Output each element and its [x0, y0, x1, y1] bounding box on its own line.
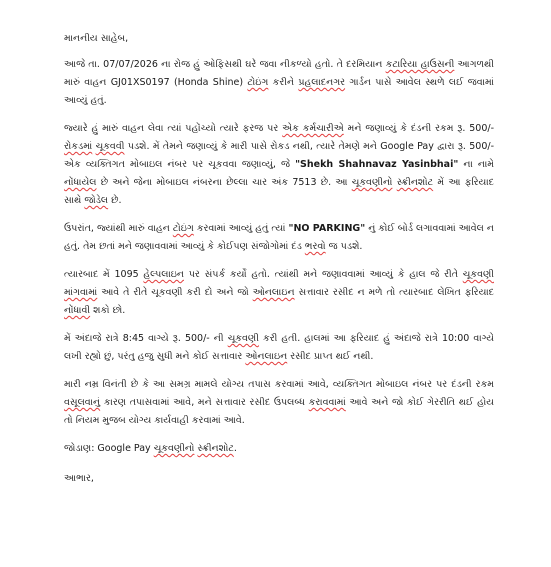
- text-run: કારણ તપાસવામાં આવે, મને સત્તાવાર રસીદ ઉપલબ્ધ: [100, 397, 309, 408]
- spellcheck-flagged-word: ચૂકવવી: [95, 141, 125, 152]
- paragraph-helpline-contact: [64, 266, 494, 320]
- text-run: સત્તાવાર રસીદ ન મળે તો ત્યારબાદ લેખિત ફરિયાદ: [294, 287, 494, 298]
- spellcheck-flagged-word: વસૂલવાનું: [64, 397, 101, 408]
- spellcheck-flagged-word: હેલ્પલાઇન: [143, 269, 184, 280]
- text-run: આજે તા. 07/07/2026 ના રોજ હું ઓફિસથી ઘરે જવા નીકળ્યો હતો. તે દરમિયાન: [64, 59, 386, 70]
- text-run: ત્યારબાદ મેં 1095: [64, 269, 144, 280]
- spellcheck-flagged-word: ચૂકવણી: [227, 333, 259, 344]
- text-run: જોડાણ: Google Pay: [64, 443, 154, 454]
- paragraph-no-parking-board: [64, 220, 494, 256]
- spellcheck-flagged-word: કરાવવામાં: [308, 397, 346, 408]
- text-run: ના નામે: [458, 159, 494, 170]
- spellcheck-flagged-word: સ્ક્રીનશોટ: [197, 443, 234, 454]
- text-run: શકો છો.: [90, 305, 126, 316]
- spellcheck-flagged-word: નોંધાયેલ: [64, 177, 97, 188]
- spellcheck-flagged-word: ઓનલાઇન: [245, 351, 288, 362]
- spellcheck-flagged-word: ચૂકવણીનો: [153, 443, 195, 454]
- spellcheck-flagged-word: ટોઇંગ: [172, 223, 194, 234]
- text-run: મારી નમ્ર વિનંતી છે કે આ સમગ્ર મામલે યોગ્ય તપાસ કરવામાં આવે, વ્યક્તિગત મોબાઇલ નંબર પર દંડની રકમ: [64, 379, 494, 390]
- salutation: માનનીય સાહેબ,: [64, 33, 129, 44]
- spellcheck-flagged-word: સ્ક્રીનશોટ: [396, 177, 434, 188]
- text-run: પડશે. મેં તેમને જણાવ્યું કે મારી પાસે રોકડ નથી, ત્યારે તેમણે મને Google Pay દ્વારા રૂ. 500/- એક વ્યક્તિગત મોબાઇલ નંબર પર ચૂકવવા જણાવ્યું, જે: [64, 141, 494, 170]
- spellcheck-flagged-word: ઓનલાઇન: [252, 287, 295, 298]
- paragraph-payment-time: [64, 330, 494, 366]
- text-run: કરવામાં આવ્યું હતું ત્યાં: [193, 223, 289, 234]
- text-run: ઉપરાંત, જ્યાંથી મારું વાહન: [64, 223, 173, 234]
- text-run: જ્યારે હું મારું વાહન લેવા ત્યાં પહોંચ્યો ત્યારે ફરજ પર: [64, 123, 283, 134]
- spellcheck-flagged-word: નોંધાવી: [64, 305, 91, 316]
- spellcheck-flagged-word: ચૂકવણીનો: [351, 177, 393, 188]
- text-run: "NO PARKING": [288, 223, 366, 234]
- text-run: મને જણાવ્યું કે દંડની રકમ રૂ. 500/-: [343, 123, 495, 134]
- paragraph-towing-incident: [64, 56, 494, 110]
- text-run: "Shekh Shahnavaz Yasinbhai": [295, 159, 459, 170]
- spellcheck-flagged-word: ચૂકવણી: [462, 269, 494, 280]
- text-run: આવે તે રીતે ચૂકવણી કરી દો અને જો: [97, 287, 253, 298]
- text-run: છે.: [108, 195, 122, 206]
- closing: આભાર,: [64, 473, 94, 484]
- text-run: રસીદ પ્રાપ્ત થઈ નથી.: [287, 351, 374, 362]
- text-run: કરી હતી. હાલમાં આ ફરિયાદ હું અંદાજે રાત્રે 10:00 વાગ્યે લખી રહ્યો છું, પરંતુ હજુ સુધી મને કોઈ સત્તાવાર: [64, 333, 495, 362]
- spellcheck-flagged-word: એક કર્મચારીએ: [282, 123, 344, 134]
- spellcheck-flagged-word: રોકડમાં: [64, 141, 93, 152]
- spellcheck-flagged-word: પ્રહલાદનગર: [298, 77, 346, 88]
- text-run: પર સંપર્ક કર્યો હતો. ત્યાંથી મને જણાવવામાં આવ્યું કે હાલ જે રીતે: [183, 269, 463, 280]
- spellcheck-flagged-word: જોડેલ: [84, 195, 109, 206]
- text-run: છે અને જેના મોબાઇલ નંબરના છેલ્લા ચાર અંક 7513 છે. આ: [96, 177, 352, 188]
- text-run: મેં અંદાજે રાત્રે 8:45 વાગ્યે રૂ. 500/- ની: [64, 333, 228, 344]
- text-run: કરીને: [268, 77, 299, 88]
- text-run: આગળથી મારું વાહન GJ01XS0197 (Honda Shine): [64, 59, 494, 88]
- text-run: જ પડશે.: [325, 241, 363, 252]
- paragraph-request: [64, 376, 494, 430]
- spellcheck-flagged-word: માંગવામાં: [64, 287, 98, 298]
- spellcheck-flagged-word: કટારિયા હાઉસની: [385, 59, 455, 70]
- letter-body[interactable]: [64, 30, 494, 498]
- paragraph-attachment: [64, 440, 494, 458]
- spellcheck-flagged-word: ટોઇંગ: [247, 77, 269, 88]
- paragraph-payment-details: [64, 120, 494, 210]
- spellcheck-flagged-word: ભરવો: [304, 241, 326, 252]
- text-run: આવે અને જો કોઈ ગેરરીતિ થઈ હોય તો નિયમ મુજબ યોગ્ય કાર્યવાહી કરવામાં આવે.: [64, 397, 494, 426]
- text-run: .: [233, 443, 237, 454]
- text-run: નું કોઈ બોર્ડ લગાવવામાં આવેલ ન હતું. તેમ છતાં મને જણાવવામાં આવ્યું કે કોઈપણ સંજોગોમાં દંડ: [64, 223, 494, 252]
- text-run: મેં આ ફરિયાદ સાથે: [64, 177, 494, 206]
- text-run: ગાર્ડન પાસે આવેલ સ્થળે લઈ જવામાં આવ્યું હતું.: [64, 77, 494, 106]
